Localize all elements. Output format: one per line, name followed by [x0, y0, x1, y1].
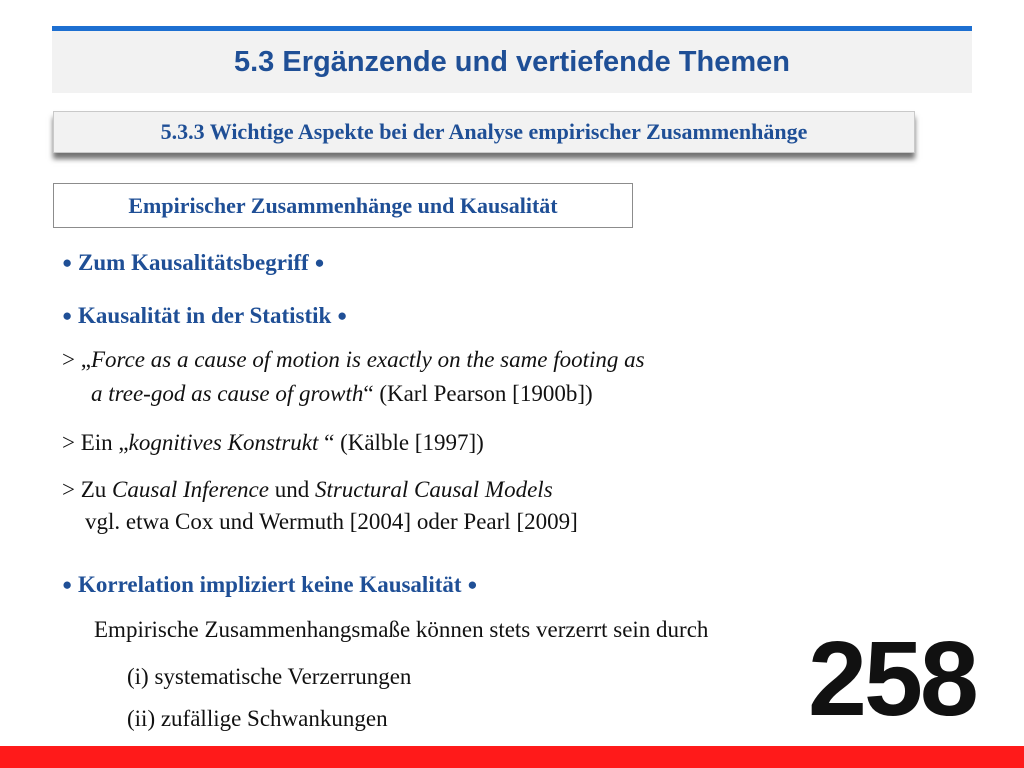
- correlation-item: (ii) zufällige Schwankungen: [127, 706, 388, 731]
- close-quote: “: [363, 381, 374, 406]
- causal-point-line1: [62, 477, 553, 503]
- header-band: [52, 26, 972, 93]
- section-subtitle-box: [53, 111, 915, 153]
- topic-title: Empirischer Zusammenhänge und Kausalität: [128, 193, 558, 218]
- page-title: 5.3 Ergänzende und vertiefende Themen: [234, 46, 790, 78]
- causal-prefix: Zu: [74, 477, 113, 502]
- section-heading-label: Korrelation impliziert keine Kausalität: [78, 572, 462, 597]
- causal-mid: und: [268, 477, 315, 502]
- pearson-quote-text: a tree-god as cause of growth: [91, 381, 364, 406]
- section-heading-label: Kausalität in der Statistik: [78, 303, 332, 328]
- topic-box: [53, 183, 633, 228]
- kaelble-point: [62, 430, 484, 456]
- pearson-quote-text: Force as a cause of motion is exactly on the same footing as: [90, 347, 645, 372]
- point-marker: >: [62, 347, 75, 372]
- structural-causal-models-term: Structural Causal Models: [314, 477, 553, 502]
- section-heading-korrelation: [62, 572, 478, 598]
- causal-inference-term: Causal Inference: [112, 477, 269, 502]
- bullet-icon: ●: [62, 575, 73, 594]
- section-subtitle: 5.3.3 Wichtige Aspekte bei der Analyse empirischer Zusammenhänge: [160, 119, 808, 144]
- point-marker: >: [62, 430, 75, 455]
- section-heading-kausalitaetsbegriff: [62, 250, 325, 276]
- section-heading-label: Zum Kausalitätsbegriff: [78, 250, 309, 275]
- causal-reference: vgl. etwa Cox und Wermuth [2004] oder Pearl [2009]: [85, 509, 578, 534]
- kaelble-prefix: Ein „: [74, 430, 129, 455]
- open-quote: „: [80, 347, 91, 372]
- kaelble-suffix: “ (Kälble [1997]): [318, 430, 484, 455]
- section-heading-statistik: [62, 303, 347, 329]
- bullet-icon: ●: [467, 575, 478, 594]
- bullet-icon: ●: [337, 306, 348, 325]
- pearson-source: (Karl Pearson [1900b]): [373, 381, 593, 406]
- footer-bar: [0, 746, 1024, 768]
- kaelble-term: kognitives Konstrukt: [128, 430, 319, 455]
- pearson-quote-line1: [62, 347, 645, 373]
- bullet-icon: ●: [62, 306, 73, 325]
- correlation-intro: Empirische Zusammenhangsmaße können stets verzerrt sein durch: [94, 617, 709, 642]
- point-marker: >: [62, 477, 75, 502]
- page-number: 258: [808, 620, 976, 738]
- correlation-item: (i) systematische Verzerrungen: [127, 664, 412, 689]
- bullet-icon: ●: [62, 253, 73, 272]
- bullet-icon: ●: [314, 253, 325, 272]
- pearson-quote-line2: [91, 381, 593, 407]
